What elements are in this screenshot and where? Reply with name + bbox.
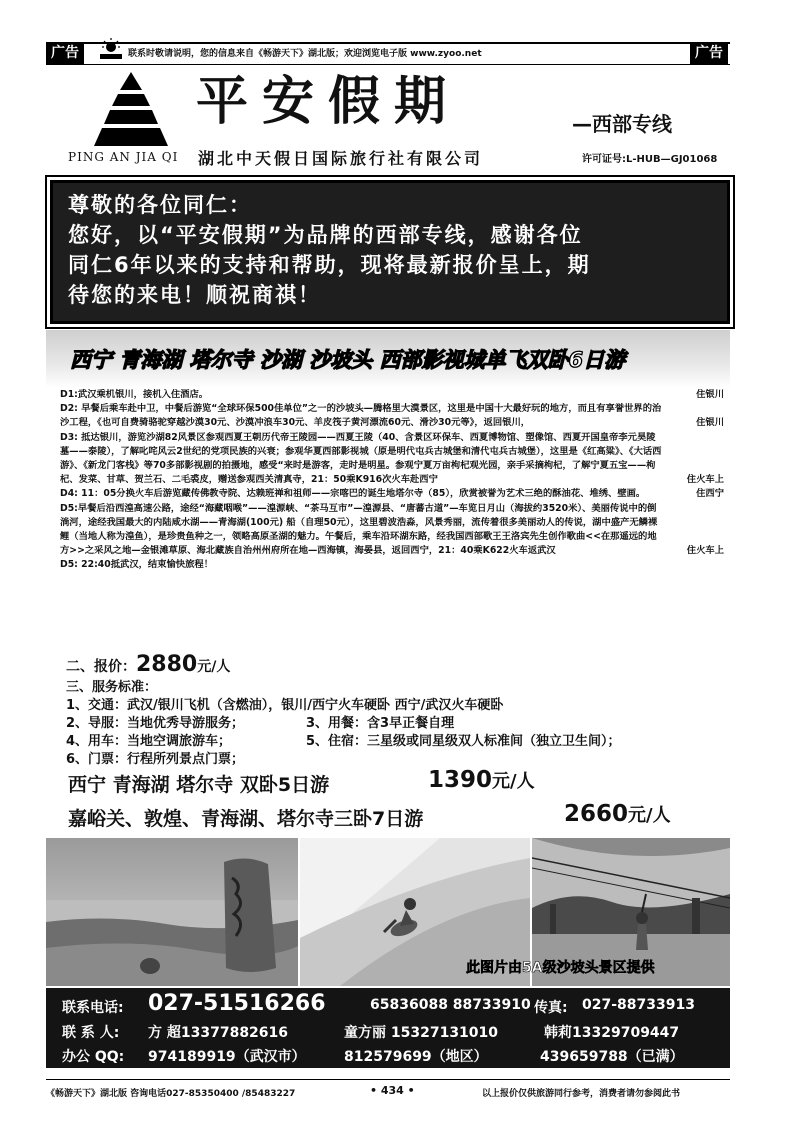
footer-right: 以上报价仅供旅游同行参考，消费者请勿参阅此书 — [482, 1089, 681, 1099]
service-item: 1、交通：武汉/银川飞机（含燃油），银川/西宁火车硬卧 西宁/武汉火车硬卧 — [66, 698, 504, 713]
day-stay: 住银川 — [696, 389, 724, 400]
offer-name: 嘉峪关、敦煌、青海湖、塔尔寺三卧7日游 — [68, 808, 424, 830]
day-text: D5: 22:40抵武汉，结束愉快旅程！ — [60, 559, 213, 571]
qq-number: 812579699（地区） — [344, 1049, 488, 1065]
services-heading: 三、服务标准： — [66, 680, 158, 695]
page-number: • 434 • — [370, 1084, 415, 1097]
fax-number: 027-88733913 — [582, 997, 695, 1013]
ad-label-left: 广告 — [46, 42, 84, 64]
contact-person: 方 超13377882616 — [148, 1025, 289, 1041]
offer-price — [428, 767, 535, 793]
itinerary — [60, 388, 724, 573]
ad-label-right: 广告 — [690, 42, 728, 64]
company-name: 湖北中天假日国际旅行社有限公司 — [198, 149, 484, 168]
pyramid-logo-icon — [86, 70, 176, 150]
tour-title: 西宁 青海湖 塔尔寺 沙湖 沙坡头 西部影视城单飞双卧6日游 — [70, 348, 626, 372]
greeting-line: 您好，以“平安假期”为品牌的西部专线，感谢各位 — [68, 223, 583, 247]
phone-label: 联系电话: — [62, 1000, 124, 1016]
day-stay: 住火车上 — [686, 474, 724, 486]
fax-label: 传真: — [534, 1000, 568, 1016]
offer-price — [564, 801, 671, 827]
contact-person: 韩莉13329709447 — [544, 1025, 680, 1041]
qq-label: 办公 QQ: — [62, 1049, 125, 1065]
itinerary-day — [60, 402, 724, 430]
magazine-logo-icon — [98, 37, 124, 61]
day-text: D3: 抵达银川，游览沙湖82风景区参观西夏王朝历代帝王陵园——西夏王陵（40、含景区环保车、西夏博物馆、塑像馆、西夏开国皇帝李元昊陵墓——泰陵），了解叱咤风云2世纪的党项民族的兴衰；参观华夏西部影视城（原是明代屯兵古城堡和清代屯兵古城堡），这里是《红高粱》、《大话西游》、《新龙门客栈》等70多部影视剧的拍摄地，感受“来时是游客，走时是明星。参观宁夏万亩枸杞观光园，亲手采摘枸杞，了解宁夏五宝——枸杞、发菜、甘草、贺兰石、二毛裘皮，赠送参观西关清真寺，21：50乘K916次火车赴西宁 — [60, 431, 662, 486]
offer-row — [68, 801, 724, 834]
itinerary-day — [60, 431, 724, 488]
price-line — [66, 652, 230, 677]
service-item: 5、住宿：三星级或同星级双人标准间（独立卫生间）； — [306, 734, 621, 749]
qq-number: 439659788（已满） — [540, 1049, 684, 1065]
offer-price-unit: 元/人 — [492, 771, 535, 792]
day-text: D1:武汉乘机银川，接机入住酒店。 — [60, 389, 209, 400]
offer-row — [68, 767, 708, 800]
footer-rule — [46, 1079, 730, 1080]
itinerary-day — [60, 558, 724, 572]
phone-main: 027-51516266 — [148, 991, 326, 1016]
greeting-line: 同仁6年以来的支持和帮助，现将最新报价呈上，期 — [68, 253, 591, 277]
itinerary-day — [60, 502, 724, 559]
day-stay: 住西宁 — [696, 488, 724, 500]
brand-subline: —西部专线 — [572, 112, 672, 136]
day-text: D2: 早餐后乘车赴中卫，中餐后游览“全球环保500佳单位”之一的沙坡头—腾格里大漠景区，这里是中国十大最好玩的地方，而且有享誉世界的治沙工程，《也可自费骑骆驼穿越沙漠30元、沙漠冲浪车30元、羊皮筏子黄河漂流60元、滑沙30元等》，返回银川， — [60, 403, 662, 429]
service-item: 3、用餐：含3早正餐自理 — [306, 716, 455, 731]
brand-name: 平安假期 — [196, 72, 461, 132]
greeting-text — [68, 190, 718, 310]
qq-number: 974189919（武汉市） — [148, 1049, 306, 1065]
day-text: D5:早餐后沿西湟高速公路，途经“海藏咽喉”——湟源峡、“茶马互市”—湟源县、“唐蕃古道”—车览日月山（海拔约3520米）、美丽传说中的倒淌河，途经我国最大的内陆咸水湖——青海湖(100元) 船（自理50元），这里碧波浩淼，风景秀丽，流传着很多美丽动人的传说，湖中盛产无鳞裸鲤（当地人称为湟鱼），是珍贵鱼种之一，领略高原圣湖的魅力。午餐后，乘车沿环湖东路，经我国西部歌王王洛宾先生创作歌曲<<在那遥远的地方>>之采风之地—金银滩草原、海北藏族自治州州府所在地—西海镇，海晏县，返回西宁，21：40乘K622火车返武汉 — [60, 502, 658, 557]
day-stay: 住银川 — [696, 417, 724, 429]
photo-caption: 此图片由5A级沙坡头景区提供 — [466, 960, 655, 976]
service-item: 4、用车：当地空调旅游车； — [66, 734, 232, 749]
brand-pinyin: PING AN JIA QI — [68, 150, 179, 164]
price-unit: 元/人 — [197, 659, 231, 675]
photo-stone-monument — [46, 838, 298, 986]
footer-left: 《畅游天下》湖北版 咨询电话027-85350400 /85483227 — [46, 1089, 296, 1099]
greeting-line: 待您的来电！顺祝商祺！ — [68, 283, 321, 307]
service-item: 2、导服：当地优秀导游服务； — [66, 716, 245, 731]
day-text: D4: 11：05分换火车后游览藏传佛教寺院、达赖班禅和祖师——宗喀巴的诞生地塔尔寺（85），欣赏被誉为艺术三绝的酥油花、堆绣、壁画。 — [60, 488, 646, 500]
phone-others: 65836088 88733910 — [370, 997, 531, 1013]
offer-price-amount: 2660 — [564, 801, 629, 827]
contact-person: 童方丽 15327131010 — [344, 1025, 499, 1041]
price-label: 二、报价： — [66, 659, 136, 675]
magazine-notice: 联系时敬请说明，您的信息来自《畅游天下》湖北版；欢迎浏览电子版 www.zyoo.net — [128, 49, 482, 59]
day-stay: 住火车上 — [686, 545, 724, 557]
greeting-line: 尊敬的各位同仁： — [68, 193, 252, 217]
offer-price-unit: 元/人 — [628, 805, 671, 826]
offer-price-amount: 1390 — [428, 767, 493, 793]
license-number: 许可证号:L-HUB—GJ01068 — [582, 154, 718, 165]
service-item: 6、门票：行程所列景点门票； — [66, 752, 245, 767]
itinerary-day — [60, 388, 724, 402]
offer-name: 西宁 青海湖 塔尔寺 双卧5日游 — [68, 774, 330, 796]
people-label: 联 系 人: — [62, 1025, 120, 1041]
price-amount: 2880 — [136, 652, 198, 677]
itinerary-day — [60, 487, 724, 501]
